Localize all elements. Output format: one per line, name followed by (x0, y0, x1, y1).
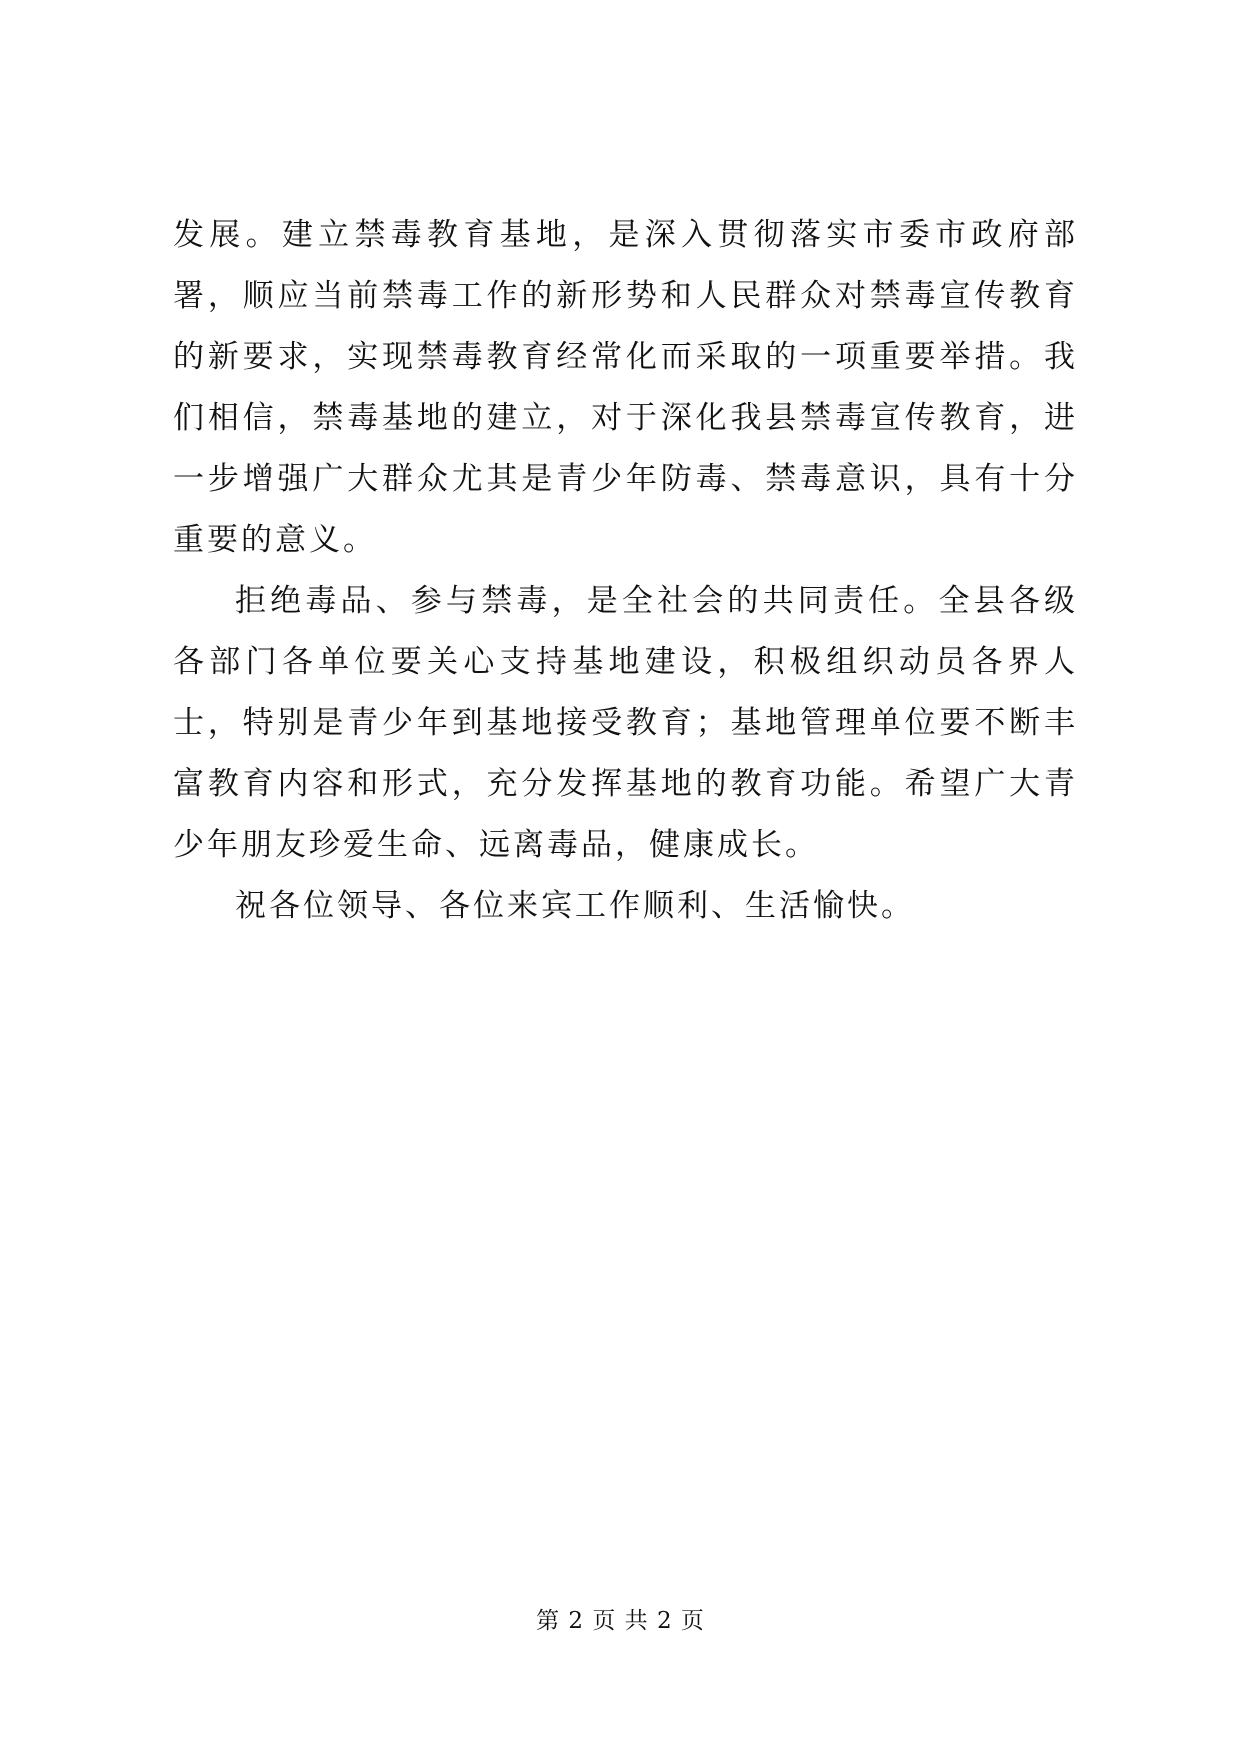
paragraph-closing-wishes: 祝各位领导、各位来宾工作顺利、生活愉快。 (235, 888, 915, 924)
document-body (173, 205, 1078, 937)
page-number-footer: 第 2 页 共 2 页 (536, 1608, 705, 1634)
paragraph-responsibility: 拒绝毒品、参与禁毒，是全社会的共同责任。全县各级各部门各单位要关心支持基地建设，积极组织动员各界人士，特别是青少年到基地接受教育；基地管理单位要不断丰富教育内容和形式，充分发挥基地的教育功能。希望广大青少年朋友珍爱生命、远离毒品，健康成长。 (173, 583, 1078, 863)
paragraph-continuation: 发展。建立禁毒教育基地，是深入贯彻落实市委市政府部署，顺应当前禁毒工作的新形势和人民群众对禁毒宣传教育的新要求，实现禁毒教育经常化而采取的一项重要举措。我们相信，禁毒基地的建立，对于深化我县禁毒宣传教育，进一步增强广大群众尤其是青少年防毒、禁毒意识，具有十分重要的意义。 (173, 217, 1078, 558)
